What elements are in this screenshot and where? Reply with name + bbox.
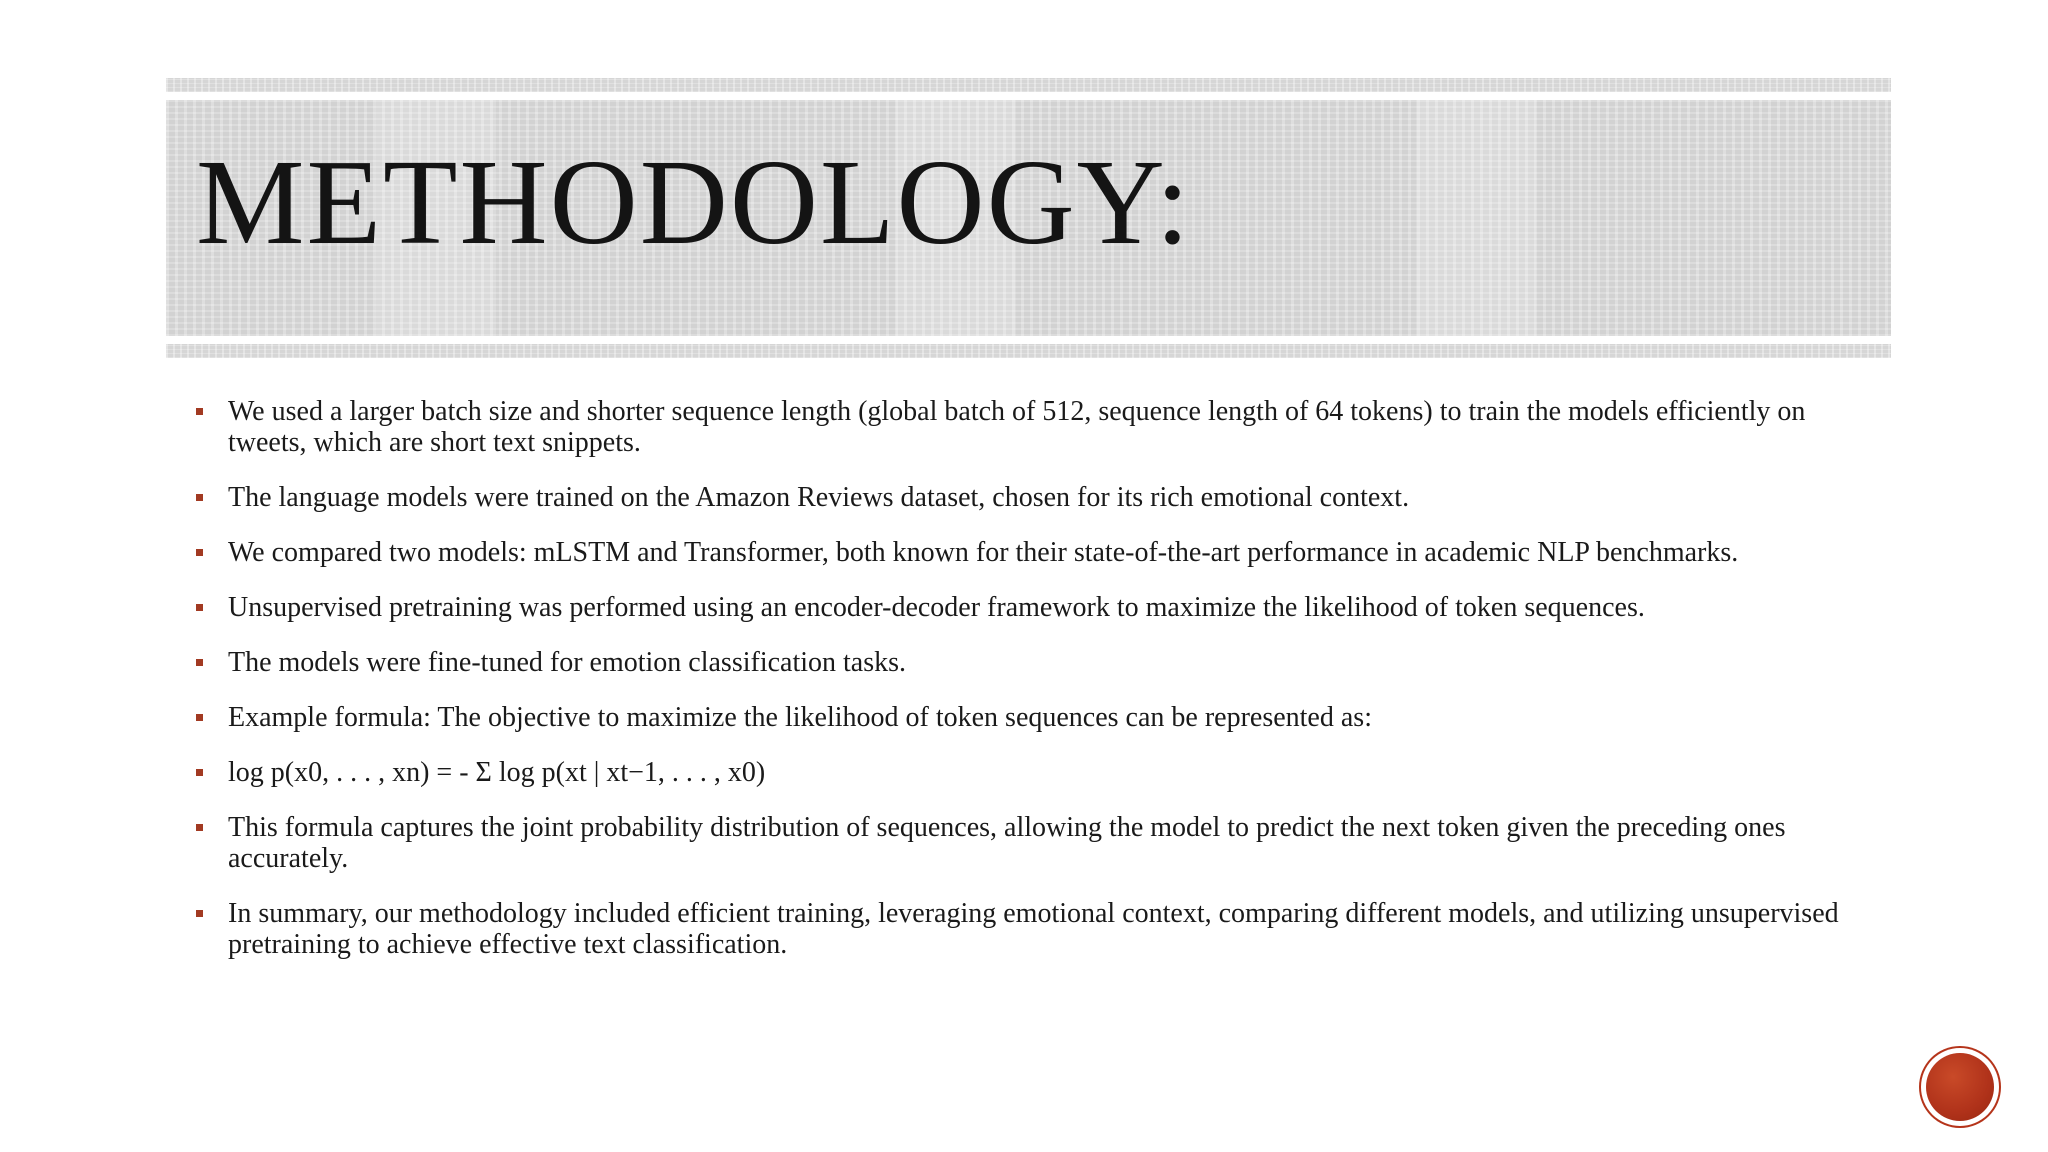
list-item — [196, 898, 1876, 960]
slide-title: METHODOLOGY: — [196, 135, 1192, 270]
list-item — [196, 812, 1876, 874]
list-item — [196, 482, 1876, 513]
bullet-square-icon — [196, 659, 203, 666]
bullet-square-icon — [196, 769, 203, 776]
bullet-list — [196, 396, 1876, 984]
bullet-text: In summary, our methodology included efficient training, leveraging emotional context, comparing different models, and utilizing unsupervised pretraining to achieve effective text classification. — [228, 898, 1839, 960]
bullet-text: This formula captures the joint probability distribution of sequences, allowing the model to predict the next token given the preceding ones accurately. — [228, 812, 1786, 874]
bullet-text: Example formula: The objective to maximize the likelihood of token sequences can be represented as: — [228, 702, 1372, 733]
list-item — [196, 647, 1876, 678]
bullet-square-icon — [196, 408, 203, 415]
bullet-square-icon — [196, 604, 203, 611]
bullet-text: The language models were trained on the Amazon Reviews dataset, chosen for its rich emotional context. — [228, 482, 1410, 513]
bullet-square-icon — [196, 824, 203, 831]
list-item — [196, 396, 1876, 458]
title-banner-bottom-strip — [166, 344, 1891, 358]
bullet-text: We used a larger batch size and shorter sequence length (global batch of 512, sequence length of 64 tokens) to train the models efficiently on tweets, which are short text snippets. — [228, 396, 1806, 458]
list-item — [196, 757, 1876, 788]
formula-text: log p(x0, . . . , xn) = - Σ log p(xt | xt−1, . . . , x0) — [228, 757, 766, 788]
slide-nav-button[interactable] — [1921, 1048, 1999, 1126]
bullet-text: We compared two models: mLSTM and Transformer, both known for their state-of-the-art performance in academic NLP benchmarks. — [228, 537, 1739, 568]
list-item — [196, 537, 1876, 568]
bullet-text: The models were fine-tuned for emotion classification tasks. — [228, 647, 907, 678]
list-item — [196, 592, 1876, 623]
bullet-square-icon — [196, 714, 203, 721]
bullet-text: Unsupervised pretraining was performed using an encoder-decoder framework to maximize the likelihood of token sequences. — [228, 592, 1645, 623]
bullet-square-icon — [196, 910, 203, 917]
title-banner-top-strip — [166, 78, 1891, 92]
bullet-square-icon — [196, 494, 203, 501]
circle-button-icon — [1926, 1053, 1994, 1121]
bullet-square-icon — [196, 549, 203, 556]
list-item — [196, 702, 1876, 733]
